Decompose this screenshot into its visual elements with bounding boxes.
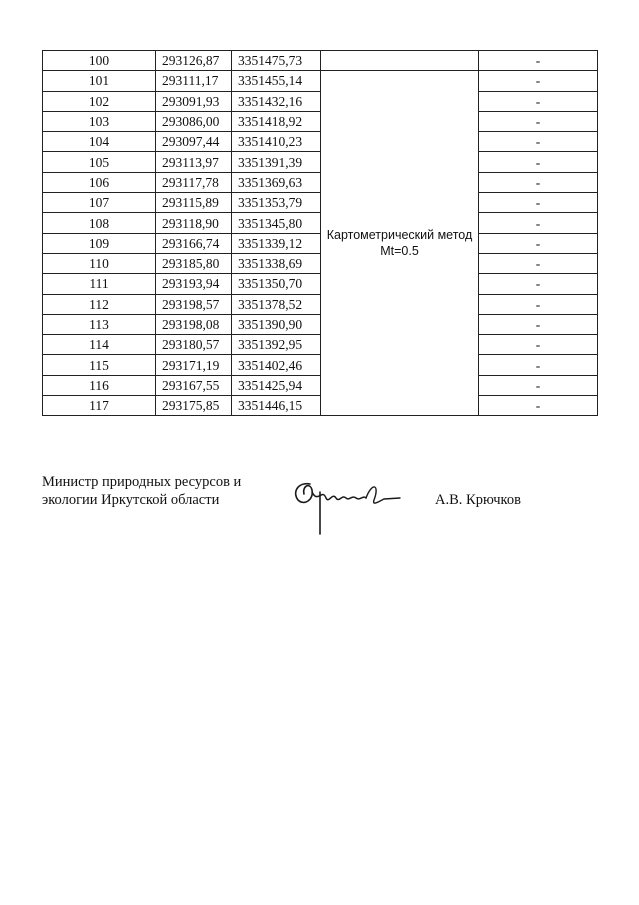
x-coordinate: 293198,08 <box>156 314 232 334</box>
table-row <box>43 355 598 375</box>
y-coordinate: 3351418,92 <box>232 111 321 131</box>
accuracy-cell: - <box>479 355 598 375</box>
table-row <box>43 172 598 192</box>
y-coordinate: 3351353,79 <box>232 193 321 213</box>
table-row <box>43 233 598 253</box>
x-coordinate: 293180,57 <box>156 335 232 355</box>
point-number: 102 <box>43 91 156 111</box>
handwritten-signature <box>288 470 408 536</box>
table-row <box>43 335 598 355</box>
x-coordinate: 293166,74 <box>156 233 232 253</box>
table-row <box>43 132 598 152</box>
accuracy-cell: - <box>479 132 598 152</box>
accuracy-cell: - <box>479 193 598 213</box>
table-row <box>43 193 598 213</box>
table-row <box>43 375 598 395</box>
y-coordinate: 3351446,15 <box>232 396 321 416</box>
accuracy-cell: - <box>479 213 598 233</box>
table-row <box>43 314 598 334</box>
x-coordinate: 293115,89 <box>156 193 232 213</box>
accuracy-cell: - <box>479 253 598 273</box>
x-coordinate: 293185,80 <box>156 253 232 273</box>
method-cell-empty <box>321 51 479 71</box>
x-coordinate: 293086,00 <box>156 111 232 131</box>
position-line-2: экологии Иркутской области <box>42 491 220 508</box>
x-coordinate: 293175,85 <box>156 396 232 416</box>
accuracy-cell: - <box>479 91 598 111</box>
x-coordinate: 293113,97 <box>156 152 232 172</box>
y-coordinate: 3351338,69 <box>232 253 321 273</box>
point-number: 117 <box>43 396 156 416</box>
y-coordinate: 3351455,14 <box>232 71 321 91</box>
x-coordinate: 293091,93 <box>156 91 232 111</box>
y-coordinate: 3351390,90 <box>232 314 321 334</box>
accuracy-cell: - <box>479 335 598 355</box>
table-row <box>43 274 598 294</box>
point-number: 106 <box>43 172 156 192</box>
coordinates-table <box>42 50 598 416</box>
point-number: 112 <box>43 294 156 314</box>
y-coordinate: 3351425,94 <box>232 375 321 395</box>
accuracy-cell: - <box>479 152 598 172</box>
point-number: 113 <box>43 314 156 334</box>
signatory-position <box>42 474 241 509</box>
point-number: 110 <box>43 253 156 273</box>
table-row <box>43 71 598 91</box>
y-coordinate: 3351392,95 <box>232 335 321 355</box>
y-coordinate: 3351339,12 <box>232 233 321 253</box>
y-coordinate: 3351402,46 <box>232 355 321 375</box>
x-coordinate: 293171,19 <box>156 355 232 375</box>
y-coordinate: 3351432,16 <box>232 91 321 111</box>
x-coordinate: 293118,90 <box>156 213 232 233</box>
table-row <box>43 91 598 111</box>
y-coordinate: 3351345,80 <box>232 213 321 233</box>
table-row <box>43 51 598 71</box>
y-coordinate: 3351350,70 <box>232 274 321 294</box>
point-number: 114 <box>43 335 156 355</box>
point-number: 108 <box>43 213 156 233</box>
accuracy-cell: - <box>479 314 598 334</box>
x-coordinate: 293193,94 <box>156 274 232 294</box>
table-row <box>43 294 598 314</box>
y-coordinate: 3351410,23 <box>232 132 321 152</box>
point-number: 107 <box>43 193 156 213</box>
x-coordinate: 293097,44 <box>156 132 232 152</box>
accuracy-cell: - <box>479 233 598 253</box>
point-number: 109 <box>43 233 156 253</box>
point-number: 115 <box>43 355 156 375</box>
table-row <box>43 213 598 233</box>
accuracy-cell: - <box>479 51 598 71</box>
accuracy-cell: - <box>479 396 598 416</box>
accuracy-cell: - <box>479 172 598 192</box>
x-coordinate: 293198,57 <box>156 294 232 314</box>
table-row <box>43 111 598 131</box>
table-row <box>43 253 598 273</box>
y-coordinate: 3351475,73 <box>232 51 321 71</box>
y-coordinate: 3351369,63 <box>232 172 321 192</box>
coordinates-table-body <box>43 51 598 416</box>
x-coordinate: 293167,55 <box>156 375 232 395</box>
x-coordinate: 293111,17 <box>156 71 232 91</box>
point-number: 105 <box>43 152 156 172</box>
accuracy-cell: - <box>479 294 598 314</box>
x-coordinate: 293117,78 <box>156 172 232 192</box>
point-number: 116 <box>43 375 156 395</box>
accuracy-cell: - <box>479 71 598 91</box>
point-number: 104 <box>43 132 156 152</box>
table-row <box>43 152 598 172</box>
signer-name: А.В. Крючков <box>435 492 521 508</box>
x-coordinate: 293126,87 <box>156 51 232 71</box>
y-coordinate: 3351378,52 <box>232 294 321 314</box>
position-line-1: Министр природных ресурсов и <box>42 474 242 490</box>
y-coordinate: 3351391,39 <box>232 152 321 172</box>
accuracy-cell: - <box>479 111 598 131</box>
point-number: 111 <box>43 274 156 294</box>
point-number: 100 <box>43 51 156 71</box>
accuracy-cell: - <box>479 375 598 395</box>
method-cell: Картометрический метод Mt=0.5 <box>321 71 479 416</box>
point-number: 101 <box>43 71 156 91</box>
table-row <box>43 396 598 416</box>
accuracy-cell: - <box>479 274 598 294</box>
point-number: 103 <box>43 111 156 131</box>
